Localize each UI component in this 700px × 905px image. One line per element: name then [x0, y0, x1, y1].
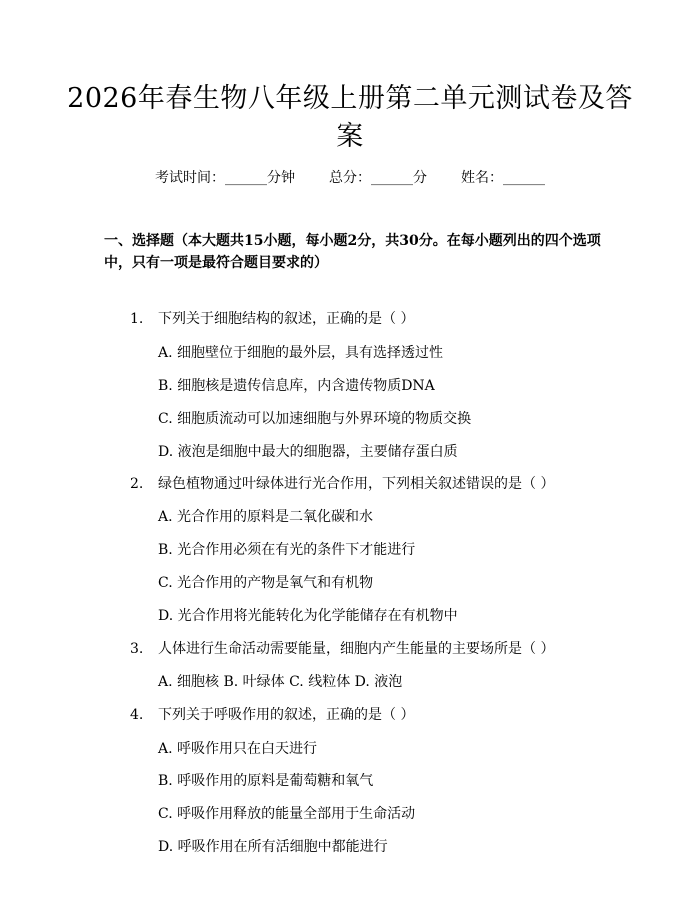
question-number: 2.	[130, 476, 144, 492]
document-title: 2026年春生物八年级上册第二单元测试卷及答案	[67, 83, 633, 152]
question-4-option-b: B. 呼吸作用的原料是葡萄糖和氧气	[158, 773, 374, 789]
question-number: 3.	[130, 641, 144, 657]
question-1-option-c: C. 细胞质流动可以加速细胞与外界环境的物质交换	[158, 411, 472, 427]
question-3-options-inline: A. 细胞核 B. 叶绿体 C. 线粒体 D. 液泡	[158, 674, 403, 690]
question-1	[130, 309, 414, 329]
question-4-option-c: C. 呼吸作用释放的能量全部用于生命活动	[158, 806, 416, 822]
question-text: 下列关于呼吸作用的叙述，正确的是（ ）	[158, 707, 415, 723]
question-number: 1.	[130, 311, 144, 327]
total-score-field: 总分：______分	[329, 170, 427, 186]
student-name-field: 姓名：______	[461, 170, 545, 186]
question-2-option-d: D. 光合作用将光能转化为化学能储存在有机物中	[158, 608, 458, 624]
question-2-option-a: A. 光合作用的原料是二氧化碳和水	[158, 509, 374, 525]
exam-time-field: 考试时间：______分钟	[155, 170, 295, 186]
section-heading-multiple-choice: 一、选择题（本大题共15小题，每小题2分，共30分。在每小题列出的四个选项中，只有一项是最符合题目要求的）	[104, 233, 601, 271]
question-3	[130, 639, 554, 659]
question-2-option-c: C. 光合作用的产物是氧气和有机物	[158, 575, 374, 591]
exam-info-line	[0, 168, 700, 188]
question-1-option-b: B. 细胞核是遗传信息库，内含遗传物质DNA	[158, 378, 435, 394]
question-1-option-a: A. 细胞壁位于细胞的最外层，具有选择透过性	[158, 345, 444, 361]
question-text: 人体进行生命活动需要能量，细胞内产生能量的主要场所是（ ）	[158, 641, 555, 657]
question-2-option-b: B. 光合作用必须在有光的条件下才能进行	[158, 542, 416, 558]
question-text: 绿色植物通过叶绿体进行光合作用，下列相关叙述错误的是（ ）	[158, 476, 555, 492]
question-text: 下列关于细胞结构的叙述，正确的是（ ）	[158, 311, 415, 327]
question-number: 4.	[130, 707, 144, 723]
question-4	[130, 705, 414, 725]
question-4-option-a: A. 呼吸作用只在白天进行	[158, 741, 318, 757]
question-1-option-d: D. 液泡是细胞中最大的细胞器，主要储存蛋白质	[158, 444, 458, 460]
question-4-option-d: D. 呼吸作用在所有活细胞中都能进行	[158, 839, 388, 855]
question-2	[130, 474, 554, 494]
